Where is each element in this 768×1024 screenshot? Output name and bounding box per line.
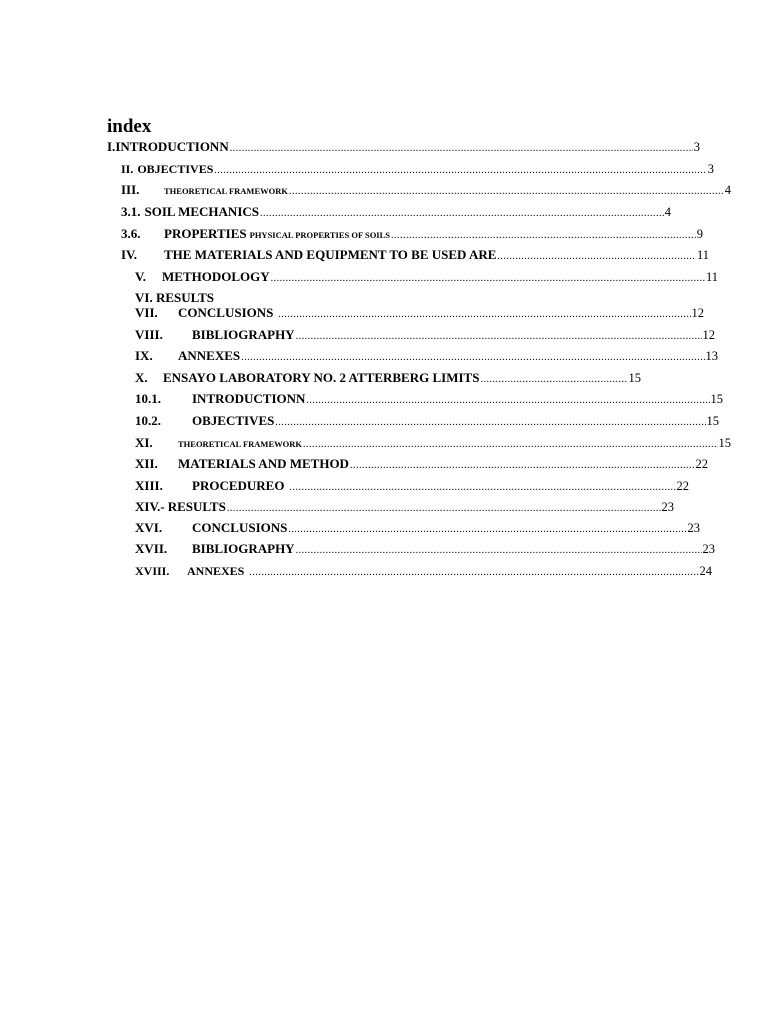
toc-entry-page: 15 [710, 392, 723, 406]
toc-entry-page: 11 [705, 270, 718, 284]
toc-entry-number: XVII. [135, 541, 168, 556]
toc-dot-leader [296, 542, 702, 560]
toc-dot-leader [275, 414, 705, 432]
toc-entry-title: ANNEXES [178, 348, 241, 363]
toc-entry-results-2[interactable] [135, 498, 674, 516]
toc-entry-annexes-2[interactable] [135, 562, 712, 580]
toc-entry-page: 3 [707, 162, 714, 176]
toc-entry-properties[interactable] [121, 225, 703, 243]
toc-entry-introduction[interactable] [107, 138, 700, 156]
toc-entry-number: I. [107, 139, 116, 154]
toc-dot-leader [497, 248, 696, 266]
toc-dot-leader [391, 227, 696, 245]
toc-entry-title: INTRODUCTIONN [192, 391, 306, 406]
toc-entry-title: INTRODUCTIONN [115, 139, 229, 154]
toc-entry-materials-method[interactable] [135, 455, 708, 473]
toc-entry-title: RESULTS [167, 499, 226, 514]
page-title: index [107, 116, 152, 137]
toc-entry-number: XI. [135, 435, 153, 450]
toc-entry-page: 13 [705, 349, 718, 363]
toc-dot-leader [227, 500, 661, 518]
toc-entry-page: 24 [699, 564, 712, 578]
toc-entry-title: SOIL MECHANICS [144, 204, 259, 219]
toc-entry-title: THEORETICAL FRAMEWORK [178, 439, 302, 449]
toc-entry-conclusions-2[interactable] [135, 519, 700, 537]
toc-entry-page: 22 [676, 479, 689, 493]
toc-dot-leader [288, 521, 686, 539]
toc-entry-subtitle: PHYSICAL PROPERTIES OF SOILS [249, 230, 391, 240]
toc-entry-number: X. [135, 370, 148, 385]
toc-dot-leader [249, 564, 698, 582]
toc-entry-title: CONCLUSIONS [192, 520, 288, 535]
toc-entry-atterberg-limits[interactable] [135, 369, 641, 387]
toc-dot-leader [278, 306, 690, 324]
toc-entry-page: 9 [696, 227, 703, 241]
toc-entry-number: II. [121, 162, 134, 176]
toc-dot-leader [214, 162, 706, 180]
toc-entry-number: IV. [121, 247, 138, 262]
toc-entry-number: XII. [135, 456, 158, 471]
toc-entry-number: VIII. [135, 327, 163, 342]
toc-entry-page: 4 [664, 205, 671, 219]
toc-entry-page: 12 [691, 306, 704, 320]
toc-dot-leader [480, 371, 627, 389]
toc-entry-bibliography-2[interactable] [135, 540, 715, 558]
toc-dot-leader [260, 205, 664, 223]
toc-dot-leader [289, 479, 675, 497]
toc-entry-materials-equipment[interactable] [121, 246, 709, 264]
toc-entry-soil-mechanics[interactable] [121, 203, 671, 221]
toc-entry-title: OBJECTIVES [192, 413, 275, 428]
toc-entry-page: 23 [702, 542, 715, 556]
toc-entry-theoretical-framework-2[interactable] [135, 434, 731, 452]
toc-entry-number: 10.1. [135, 391, 161, 406]
toc-entry-number: IX. [135, 348, 153, 363]
toc-entry-number: 10.2. [135, 413, 161, 428]
toc-entry-number: XIII. [135, 478, 163, 493]
toc-entry-title: BIBLIOGRAPHY [192, 541, 295, 556]
toc-entry-page: 22 [695, 457, 708, 471]
toc-entry-page: 15 [628, 371, 641, 385]
toc-dot-leader [230, 140, 693, 158]
toc-entry-page: 15 [706, 414, 719, 428]
toc-entry-number: 3.1. [121, 204, 141, 219]
toc-entry-number: XVIII. [135, 564, 170, 578]
toc-entry-results[interactable]: VI. RESULTS [135, 290, 215, 305]
toc-entry-procedure[interactable] [135, 477, 689, 495]
toc-entry-number: 3.6. [121, 226, 141, 241]
toc-entry-number: XVI. [135, 520, 163, 535]
toc-entry-conclusions[interactable] [135, 304, 704, 322]
toc-entry-page: 3 [693, 140, 700, 154]
toc-dot-leader [271, 270, 705, 288]
toc-entry-number: V. [135, 269, 146, 284]
toc-entry-introduction-2[interactable] [135, 390, 723, 408]
toc-entry-title: BIBLIOGRAPHY [192, 327, 295, 342]
toc-entry-title: ENSAYO LABORATORY NO. 2 ATTERBERG LIMITS [163, 370, 480, 385]
toc-entry-objectives[interactable] [121, 160, 714, 178]
toc-entry-title: CONCLUSIONS [178, 305, 274, 320]
toc-entry-title: THE MATERIALS AND EQUIPMENT TO BE USED ARE [164, 247, 497, 262]
toc-entry-page: 12 [702, 328, 715, 342]
toc-dot-leader [350, 457, 695, 475]
toc-dot-leader [296, 328, 702, 346]
toc-dot-leader [306, 392, 709, 410]
toc-entry-number: VII. [135, 305, 158, 320]
toc-entry-title: PROPERTIES [164, 226, 247, 241]
toc-entry-number: III. [121, 182, 140, 197]
toc-entry-theoretical-framework[interactable] [121, 181, 731, 199]
toc-entry-page: 23 [687, 521, 700, 535]
toc-entry-title: MATERIALS AND METHOD [178, 456, 349, 471]
toc-entry-title: ANNEXES [187, 564, 245, 578]
toc-entry-page: 23 [661, 500, 674, 514]
toc-entry-objectives-2[interactable] [135, 412, 719, 430]
toc-entry-number: XIV.- [135, 499, 165, 514]
toc-dot-leader [289, 183, 724, 201]
toc-dot-leader [303, 436, 718, 454]
toc-entry-title: OBJECTIVES [137, 162, 214, 176]
toc-entry-title: METHODOLOGY [162, 269, 270, 284]
toc-entry-annexes[interactable] [135, 347, 718, 365]
toc-entry-bibliography[interactable] [135, 326, 715, 344]
toc-entry-title: PROCEDUREO [192, 478, 285, 493]
toc-entry-page: 15 [718, 436, 731, 450]
toc-entry-title: THEORETICAL FRAMEWORK [164, 186, 288, 196]
toc-dot-leader [241, 349, 704, 367]
toc-entry-page: 11 [696, 248, 709, 262]
toc-entry-methodology[interactable] [135, 268, 718, 286]
toc-entry-page: 4 [724, 183, 731, 197]
